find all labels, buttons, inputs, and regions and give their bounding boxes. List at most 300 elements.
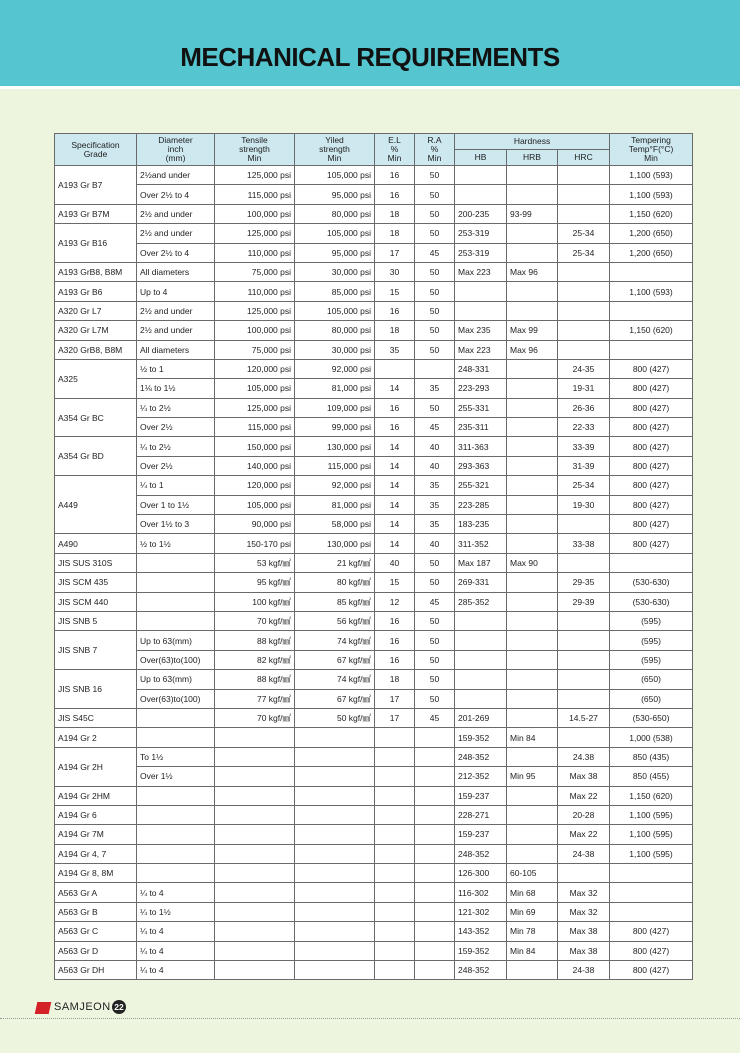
cell-tensile: 120,000 psi [215,359,295,378]
table-row [55,476,693,495]
cell-hb: 293-363 [455,456,507,475]
page-number: 22 [112,1000,126,1014]
cell-yield [295,825,375,844]
table-row [55,708,693,727]
cell-hb: Max 223 [455,340,507,359]
table-row [55,437,693,456]
cell-elongation: 16 [375,398,415,417]
table-row [55,340,693,359]
cell-tensile: 105,000 psi [215,495,295,514]
cell-tensile: 77 kgf/㎟ [215,689,295,708]
cell-tensile: 100,000 psi [215,321,295,340]
cell-hrc: 25-34 [558,224,610,243]
header-diameter [137,134,215,166]
cell-grade: JIS SCM 440 [55,592,137,611]
cell-elongation [375,786,415,805]
cell-hb: 159-352 [455,728,507,747]
cell-yield: 130,000 psi [295,437,375,456]
cell-tensile [215,883,295,902]
cell-hb: 223-285 [455,495,507,514]
cell-yield: 109,000 psi [295,398,375,417]
cell-diameter [137,844,215,863]
cell-reduction-area [415,747,455,766]
cell-hrc: Max 32 [558,902,610,921]
cell-elongation: 18 [375,321,415,340]
cell-hrb: Min 84 [507,728,558,747]
cell-hrb [507,747,558,766]
footer-brand: SAMJEON [54,1001,111,1013]
cell-reduction-area [415,805,455,824]
cell-hb [455,282,507,301]
cell-tensile: 110,000 psi [215,243,295,262]
cell-hb: 235-311 [455,418,507,437]
cell-reduction-area: 35 [415,379,455,398]
cell-reduction-area: 35 [415,495,455,514]
cell-elongation: 40 [375,553,415,572]
table-row [55,611,693,630]
cell-reduction-area [415,922,455,941]
cell-hrc: 29-39 [558,592,610,611]
cell-tempering [610,340,693,359]
cell-hrc: 24-38 [558,961,610,980]
cell-hrb [507,805,558,824]
cell-hrb: Max 96 [507,262,558,281]
cell-grade: A320 Gr L7 [55,301,137,320]
cell-reduction-area: 40 [415,534,455,553]
cell-tensile [215,767,295,786]
cell-hrc [558,515,610,534]
cell-hb [455,611,507,630]
cell-diameter: Over(63)to(100) [137,689,215,708]
header-divider [0,86,740,89]
cell-tensile: 88 kgf/㎟ [215,670,295,689]
cell-grade: A194 Gr 4, 7 [55,844,137,863]
cell-hb: 201-269 [455,708,507,727]
cell-grade: A193 GrB8, B8M [55,262,137,281]
cell-tensile: 150-170 psi [215,534,295,553]
cell-hrc: Max 22 [558,825,610,844]
table-row [55,902,693,921]
cell-yield: 80,000 psi [295,321,375,340]
table-row [55,301,693,320]
cell-yield: 67 kgf/㎟ [295,689,375,708]
cell-reduction-area: 45 [415,592,455,611]
cell-tensile: 88 kgf/㎟ [215,631,295,650]
cell-grade: A354 Gr BD [55,437,137,476]
cell-tempering [610,553,693,572]
cell-hb [455,670,507,689]
cell-grade: JIS SNB 5 [55,611,137,630]
table-row [55,166,693,185]
cell-diameter: To 1½ [137,747,215,766]
cell-hrb: Max 90 [507,553,558,572]
cell-grade: A563 Gr C [55,922,137,941]
cell-elongation: 15 [375,573,415,592]
header-reduction-area [415,134,455,166]
cell-hrc [558,631,610,650]
cell-elongation: 18 [375,224,415,243]
cell-elongation: 16 [375,166,415,185]
cell-yield [295,941,375,960]
cell-hb: 248-352 [455,747,507,766]
cell-hb: 311-352 [455,534,507,553]
cell-hb [455,650,507,669]
cell-yield: 80,000 psi [295,204,375,223]
table-row [55,573,693,592]
cell-reduction-area [415,883,455,902]
cell-hb: 223-293 [455,379,507,398]
cell-tempering: 800 (427) [610,437,693,456]
cell-yield [295,961,375,980]
cell-hrb: 60-105 [507,864,558,883]
cell-hb: 248-352 [455,961,507,980]
cell-hb: 212-352 [455,767,507,786]
cell-grade: JIS S45C [55,708,137,727]
cell-yield: 74 kgf/㎟ [295,631,375,650]
cell-grade: A320 GrB8, B8M [55,340,137,359]
cell-elongation: 14 [375,379,415,398]
cell-hrc: 29-35 [558,573,610,592]
cell-tempering: 1,000 (538) [610,728,693,747]
cell-elongation [375,747,415,766]
cell-tensile: 140,000 psi [215,456,295,475]
cell-grade: A194 Gr 2H [55,747,137,786]
cell-tempering: 800 (427) [610,476,693,495]
cell-hrb: Min 95 [507,767,558,786]
cell-hb: 253-319 [455,224,507,243]
table-row [55,592,693,611]
cell-elongation: 18 [375,670,415,689]
cell-yield [295,922,375,941]
header-text-yield: Yiled strength Min [319,135,350,163]
cell-hb: 200-235 [455,204,507,223]
cell-elongation: 14 [375,437,415,456]
cell-tempering: (595) [610,650,693,669]
cell-tensile: 70 kgf/㎟ [215,611,295,630]
cell-diameter [137,786,215,805]
cell-tensile [215,805,295,824]
cell-hrc [558,611,610,630]
table-row [55,553,693,572]
header-tempering [610,134,693,166]
cell-diameter: All diameters [137,340,215,359]
cell-yield: 99,000 psi [295,418,375,437]
cell-elongation [375,359,415,378]
cell-hb: Max 187 [455,553,507,572]
cell-diameter: ¼ to 2½ [137,398,215,417]
cell-reduction-area [415,844,455,863]
cell-diameter: All diameters [137,262,215,281]
table-row [55,321,693,340]
cell-elongation: 14 [375,495,415,514]
cell-hrb: Min 69 [507,902,558,921]
cell-grade: A194 Gr 2HM [55,786,137,805]
cell-grade: JIS SUS 310S [55,553,137,572]
cell-tempering: (595) [610,611,693,630]
cell-yield [295,883,375,902]
cell-hrc [558,282,610,301]
cell-hrc: 31-39 [558,456,610,475]
cell-hrc: 19-30 [558,495,610,514]
cell-diameter: ¼ to 1 [137,476,215,495]
cell-tensile: 90,000 psi [215,515,295,534]
cell-hb: Max 223 [455,262,507,281]
cell-hb: 255-321 [455,476,507,495]
cell-hrc [558,650,610,669]
table-row [55,786,693,805]
cell-hrb [507,476,558,495]
cell-tempering: 1,100 (593) [610,282,693,301]
cell-tempering: 800 (427) [610,398,693,417]
cell-hb: 269-331 [455,573,507,592]
cell-tensile: 70 kgf/㎟ [215,708,295,727]
cell-yield: 56 kgf/㎟ [295,611,375,630]
cell-elongation: 16 [375,185,415,204]
cell-hb: 183-235 [455,515,507,534]
cell-elongation [375,902,415,921]
cell-tempering [610,902,693,921]
cell-hb [455,166,507,185]
cell-diameter [137,825,215,844]
cell-elongation [375,844,415,863]
cell-grade: A194 Gr 2 [55,728,137,747]
cell-diameter: ½ to 1 [137,359,215,378]
table-row [55,883,693,902]
cell-grade: A563 Gr D [55,941,137,960]
table-row [55,185,693,204]
cell-tensile [215,786,295,805]
cell-grade: A354 Gr BC [55,398,137,437]
cell-diameter: ½ to 1½ [137,534,215,553]
cell-elongation: 16 [375,650,415,669]
cell-reduction-area [415,864,455,883]
header-text-tensile: Tensile strength Min [239,135,270,163]
cell-reduction-area [415,825,455,844]
cell-elongation: 14 [375,515,415,534]
header-text-diameter: Diameter inch (mm) [158,135,193,163]
cell-reduction-area: 50 [415,650,455,669]
cell-diameter [137,728,215,747]
cell-elongation: 14 [375,456,415,475]
table-row [55,515,693,534]
cell-hrc [558,689,610,708]
cell-hrb [507,282,558,301]
cell-hrb [507,185,558,204]
cell-reduction-area [415,961,455,980]
mechanical-requirements-table [54,133,693,980]
table-row [55,359,693,378]
cell-hrc [558,262,610,281]
cell-diameter: ¼ to 4 [137,941,215,960]
cell-hrb [507,418,558,437]
cell-reduction-area: 50 [415,553,455,572]
cell-hrb [507,708,558,727]
cell-diameter: ¼ to 4 [137,961,215,980]
cell-hrb [507,961,558,980]
cell-tempering: 1,100 (595) [610,805,693,824]
samjeon-logo-icon [35,1002,52,1014]
cell-hrb [507,592,558,611]
cell-grade: JIS SNB 7 [55,631,137,670]
cell-diameter: ¼ to 1½ [137,902,215,921]
cell-yield: 95,000 psi [295,243,375,262]
cell-hrb: Min 78 [507,922,558,941]
table-row [55,670,693,689]
footer-divider [0,1018,740,1019]
cell-tempering: (650) [610,670,693,689]
cell-tempering: 1,100 (593) [610,185,693,204]
cell-hrc: Max 38 [558,767,610,786]
cell-tempering: (530-650) [610,708,693,727]
cell-yield: 50 kgf/㎟ [295,708,375,727]
cell-reduction-area [415,728,455,747]
cell-hb: Max 235 [455,321,507,340]
cell-tensile [215,747,295,766]
cell-tensile: 115,000 psi [215,418,295,437]
cell-hrc [558,670,610,689]
cell-elongation: 16 [375,301,415,320]
header-yield [295,134,375,166]
cell-hb: 311-363 [455,437,507,456]
cell-hrb [507,437,558,456]
cell-tempering: 1,200 (650) [610,224,693,243]
table-row [55,864,693,883]
cell-tempering: 1,200 (650) [610,243,693,262]
cell-reduction-area: 50 [415,224,455,243]
cell-yield: 130,000 psi [295,534,375,553]
cell-diameter: 2½ and under [137,301,215,320]
cell-hb [455,185,507,204]
cell-hrb: Min 84 [507,941,558,960]
cell-grade: A320 Gr L7M [55,321,137,340]
cell-tensile: 75,000 psi [215,262,295,281]
cell-reduction-area: 50 [415,204,455,223]
cell-hb: 159-352 [455,941,507,960]
cell-hrb: Max 96 [507,340,558,359]
cell-yield: 58,000 psi [295,515,375,534]
header-hrc: HRC [558,150,610,166]
cell-hrc: 33-39 [558,437,610,456]
cell-hrc: Max 38 [558,922,610,941]
cell-hrc: 25-34 [558,243,610,262]
cell-diameter: 2½ and under [137,204,215,223]
cell-hb: 248-331 [455,359,507,378]
table-row [55,689,693,708]
cell-hb [455,689,507,708]
cell-diameter [137,573,215,592]
cell-hrb [507,398,558,417]
cell-yield [295,786,375,805]
cell-tensile: 110,000 psi [215,282,295,301]
cell-tempering: 800 (427) [610,379,693,398]
cell-yield: 80 kgf/㎟ [295,573,375,592]
cell-yield: 21 kgf/㎟ [295,553,375,572]
cell-hb [455,301,507,320]
cell-hrc: 24-38 [558,844,610,863]
cell-tensile [215,844,295,863]
cell-hrb [507,844,558,863]
cell-yield: 81,000 psi [295,379,375,398]
cell-diameter: 2½ and under [137,224,215,243]
cell-hrb [507,456,558,475]
cell-yield [295,767,375,786]
cell-hrc: 20-28 [558,805,610,824]
cell-yield: 30,000 psi [295,340,375,359]
cell-tensile [215,902,295,921]
cell-tensile: 53 kgf/㎟ [215,553,295,572]
cell-tensile [215,728,295,747]
cell-yield [295,864,375,883]
cell-reduction-area: 50 [415,670,455,689]
cell-diameter: 1⅛ to 1½ [137,379,215,398]
cell-tempering: 800 (427) [610,961,693,980]
cell-tensile [215,825,295,844]
cell-grade: JIS SNB 16 [55,670,137,709]
cell-elongation [375,728,415,747]
cell-hrc: 22-33 [558,418,610,437]
cell-diameter [137,864,215,883]
cell-yield: 115,000 psi [295,456,375,475]
cell-reduction-area [415,902,455,921]
cell-hb [455,631,507,650]
cell-hb: 116-302 [455,883,507,902]
cell-diameter [137,805,215,824]
cell-hrb [507,689,558,708]
cell-hb: 248-352 [455,844,507,863]
cell-tensile: 125,000 psi [215,301,295,320]
table-row [55,224,693,243]
cell-hrc [558,185,610,204]
cell-diameter: Over 1½ to 3 [137,515,215,534]
cell-yield: 74 kgf/㎟ [295,670,375,689]
cell-reduction-area: 45 [415,418,455,437]
cell-hrb: 93-99 [507,204,558,223]
cell-tensile: 100 kgf/㎟ [215,592,295,611]
table-row [55,844,693,863]
cell-hrc: 26-36 [558,398,610,417]
cell-diameter: 2½and under [137,166,215,185]
cell-yield [295,844,375,863]
cell-diameter [137,708,215,727]
cell-diameter: 2½ and under [137,321,215,340]
table-row [55,262,693,281]
cell-tensile: 105,000 psi [215,379,295,398]
cell-tensile [215,922,295,941]
cell-hrc [558,340,610,359]
cell-tempering: 1,100 (595) [610,825,693,844]
cell-tempering: 800 (427) [610,418,693,437]
cell-hrb [507,825,558,844]
table-row [55,398,693,417]
header-text-tempering: Tempering Temp°F(°C) Min [628,135,674,163]
table-row [55,767,693,786]
cell-reduction-area: 50 [415,573,455,592]
cell-yield: 67 kgf/㎟ [295,650,375,669]
cell-hrb [507,670,558,689]
cell-hrb [507,166,558,185]
cell-tensile: 115,000 psi [215,185,295,204]
cell-tempering: (530-630) [610,592,693,611]
cell-hrc: 25-34 [558,476,610,495]
cell-yield: 92,000 psi [295,476,375,495]
cell-grade: A193 Gr B7 [55,166,137,205]
cell-reduction-area: 50 [415,166,455,185]
cell-hrb [507,379,558,398]
cell-diameter: Up to 4 [137,282,215,301]
cell-hrb: Max 99 [507,321,558,340]
cell-hrc [558,166,610,185]
cell-grade: A193 Gr B6 [55,282,137,301]
